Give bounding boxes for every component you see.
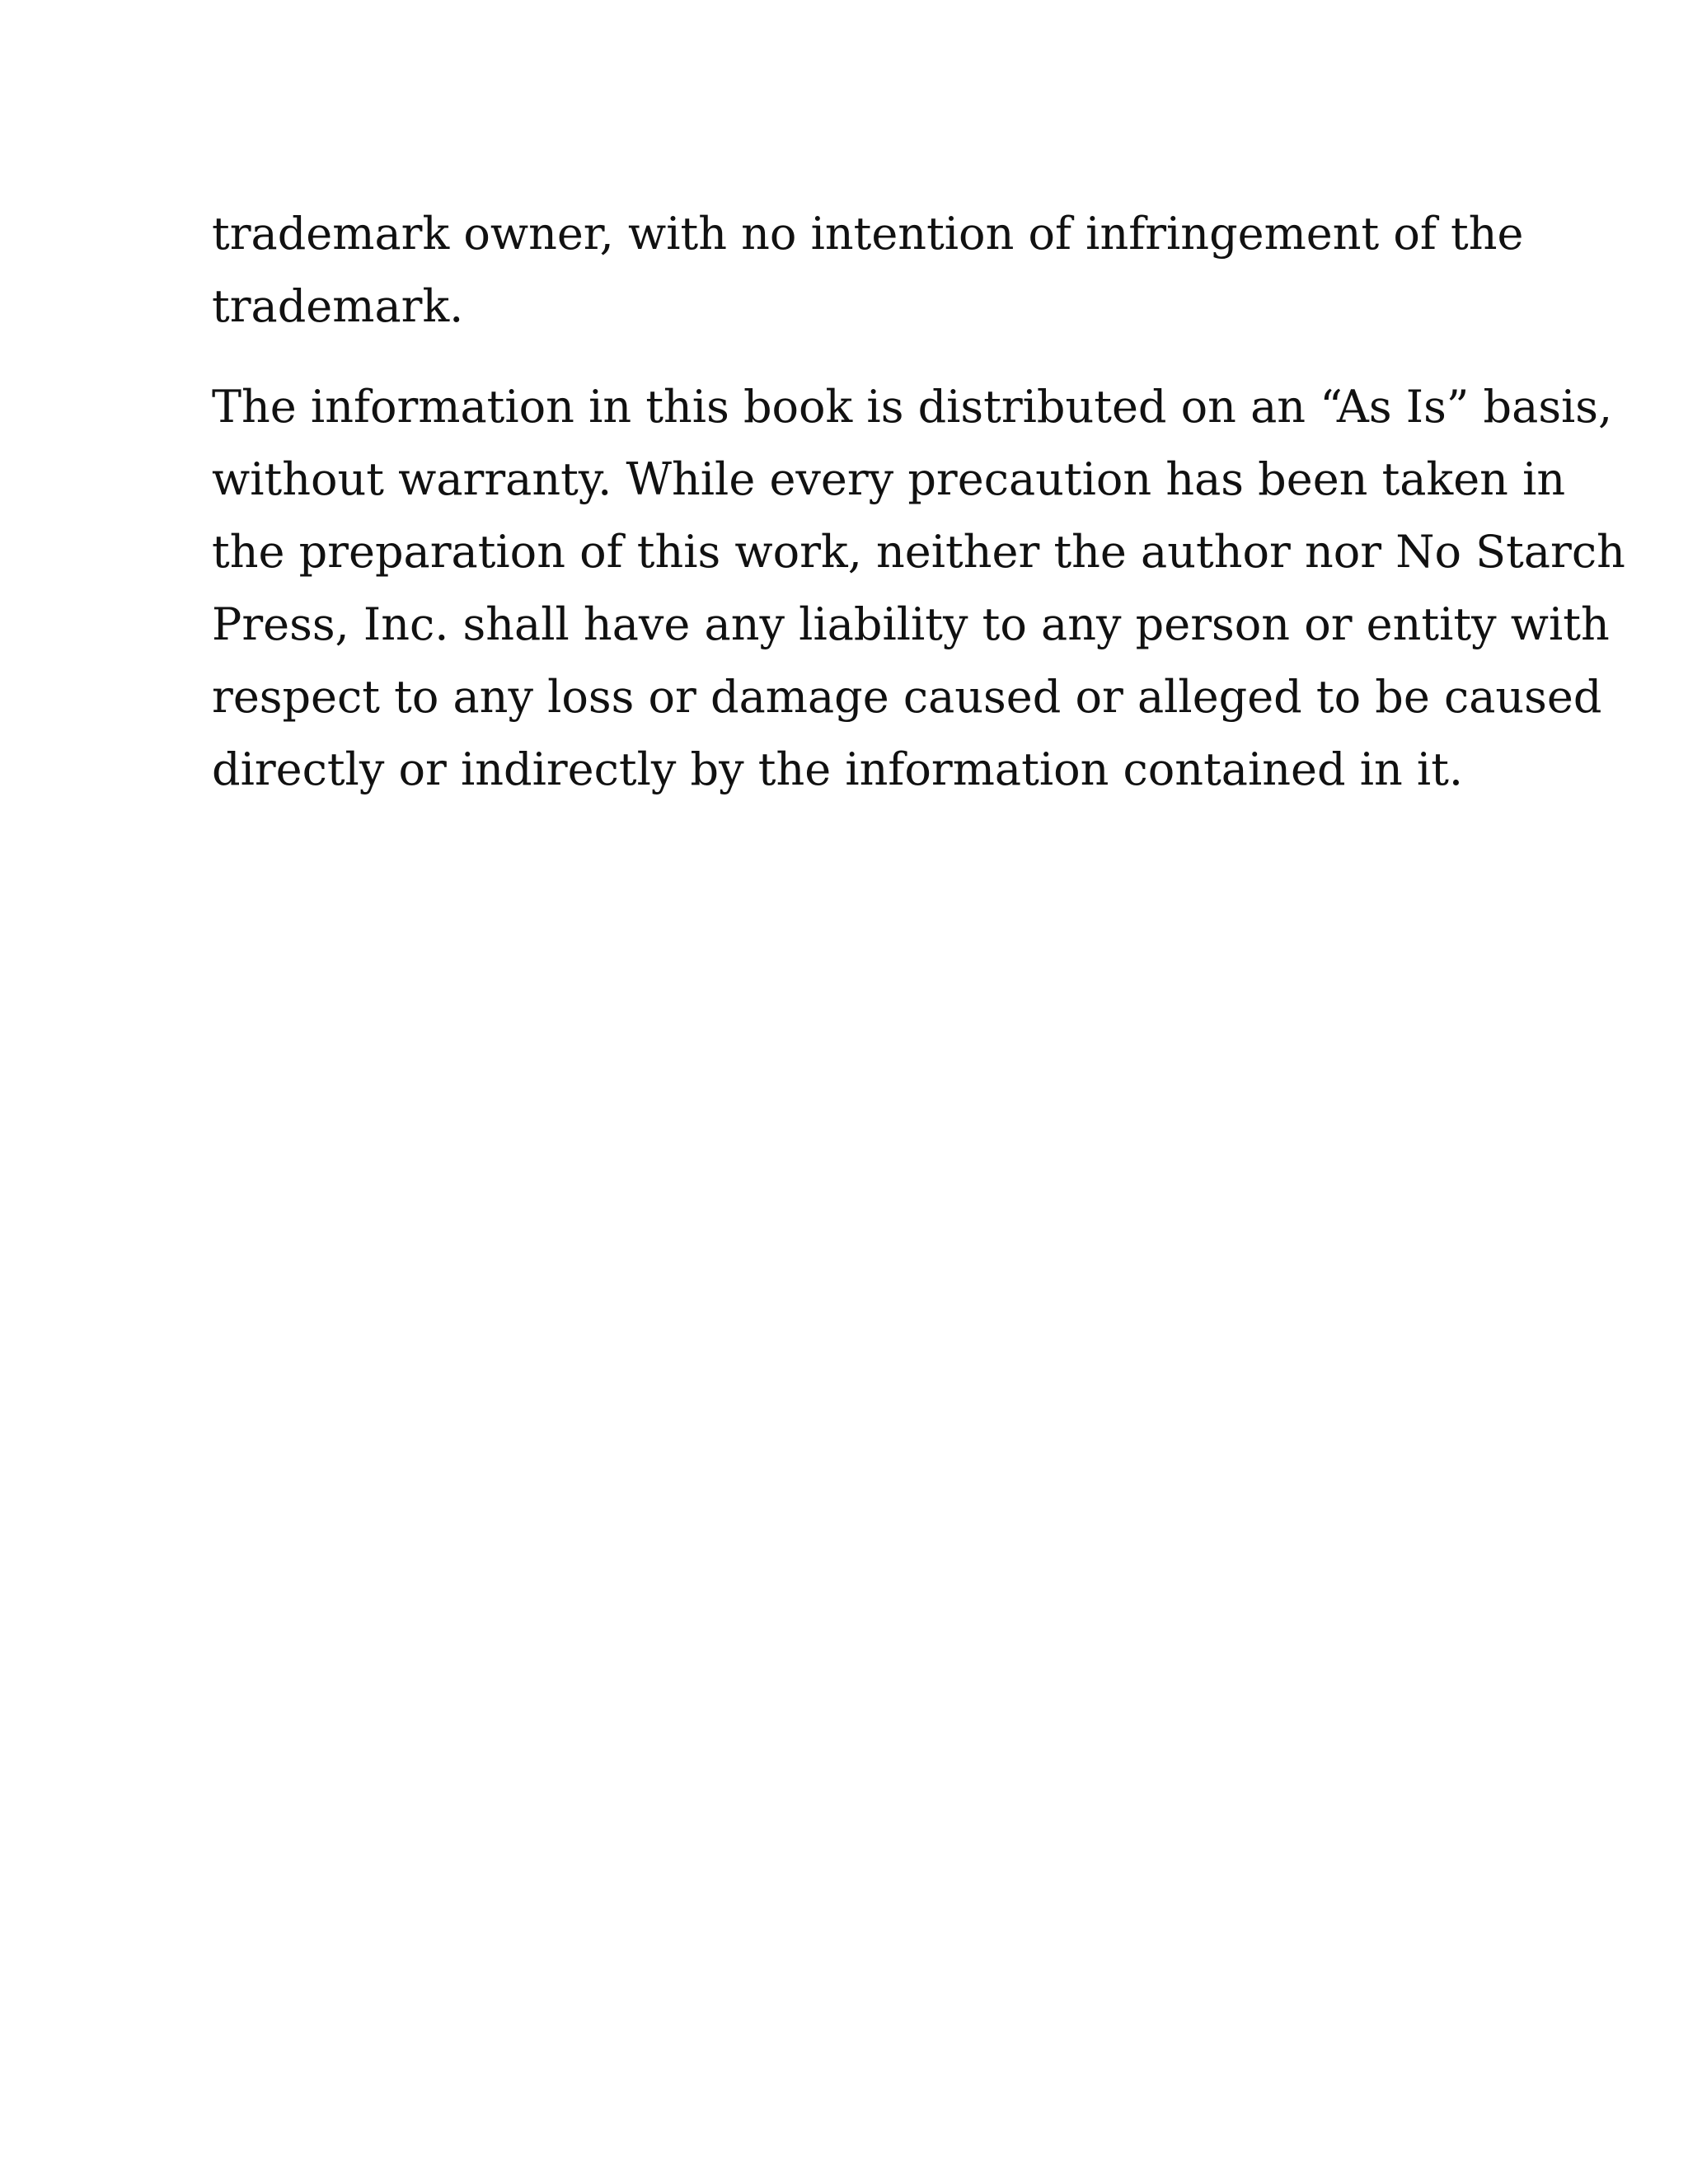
text-line: directly or indirectly by the information contained in it. xyxy=(212,743,1464,795)
paragraph-disclaimer xyxy=(212,371,1625,806)
text-line: respect to any loss or damage caused or alleged to be caused xyxy=(212,671,1602,723)
body-text xyxy=(212,198,1625,834)
text-line: Press, Inc. shall have any liability to any person or entity with xyxy=(212,598,1610,650)
text-line: The information in this book is distributed on an “As Is” basis, xyxy=(212,381,1613,433)
text-line: trademark owner, with no intention of infringement of the xyxy=(212,208,1524,260)
text-line: trademark. xyxy=(212,280,464,332)
text-line: the preparation of this work, neither the author nor No Starch xyxy=(212,526,1625,578)
text-line: without warranty. While every precaution has been taken in xyxy=(212,453,1566,505)
paragraph-trademark xyxy=(212,198,1524,343)
